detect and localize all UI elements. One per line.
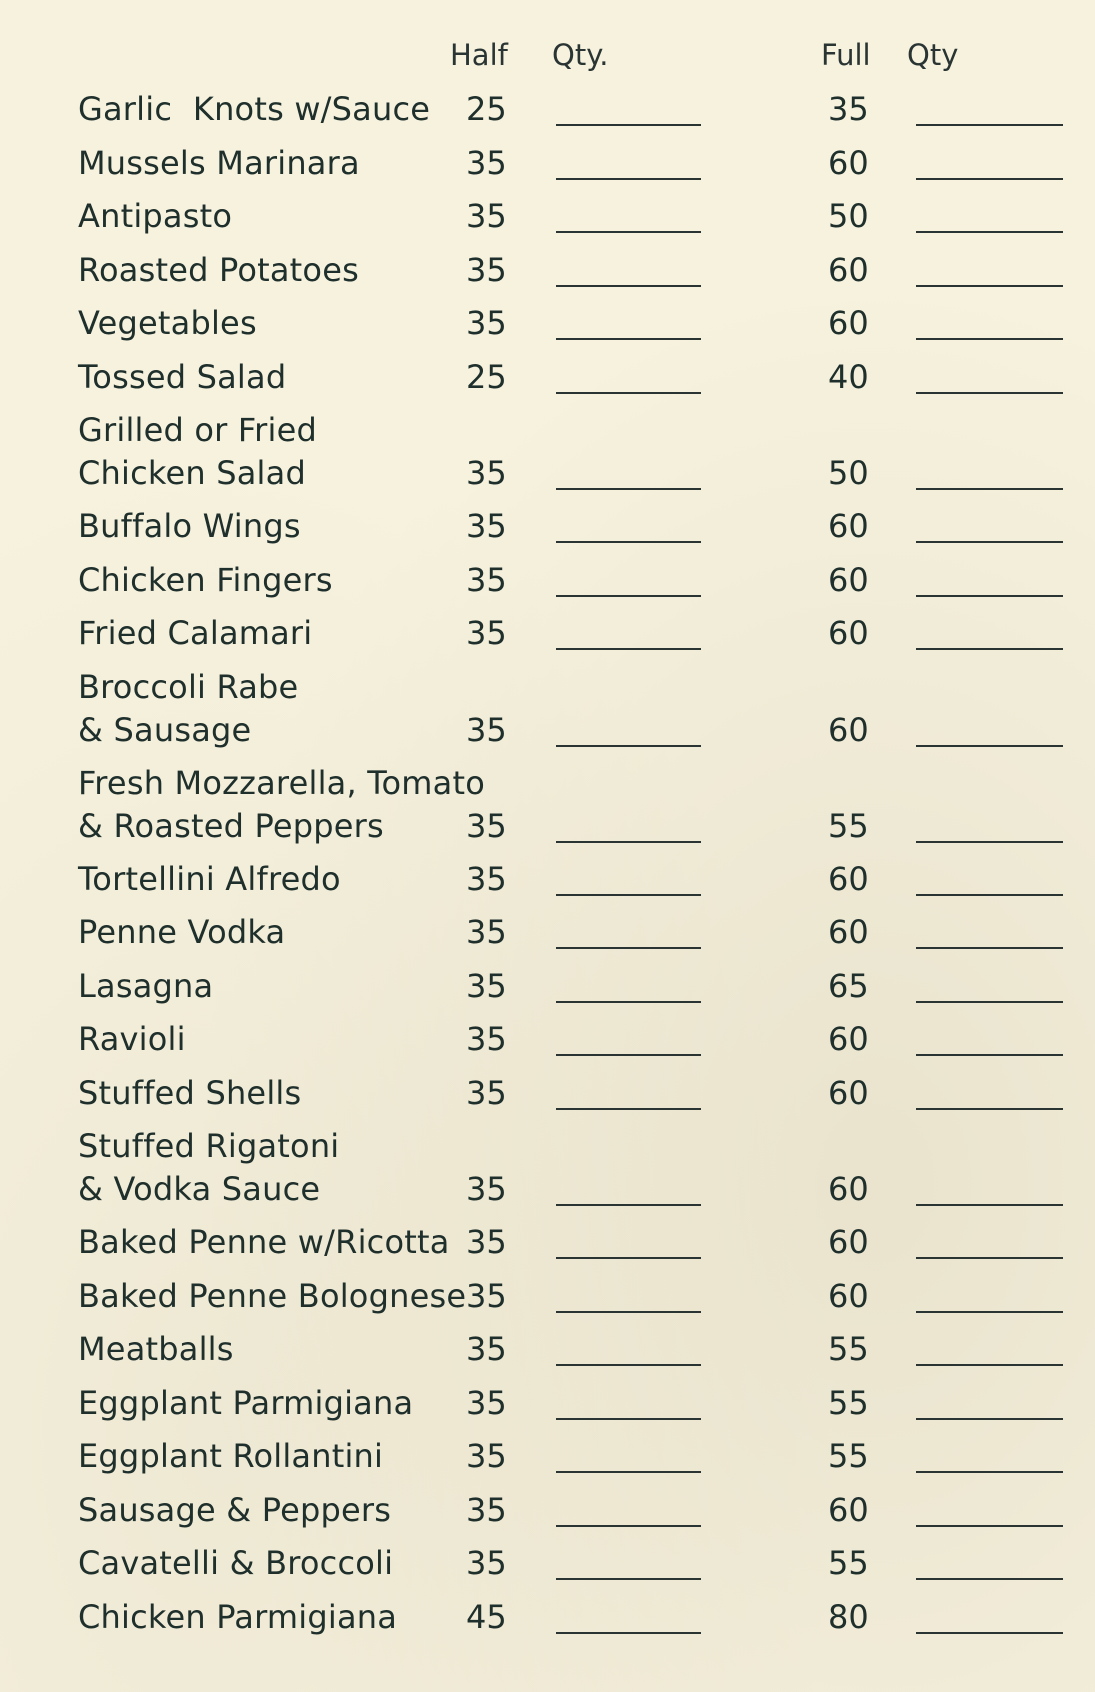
menu-item-name: Tossed Salad	[78, 357, 287, 396]
half-price: 35	[466, 560, 507, 599]
full-price: 55	[828, 1437, 869, 1475]
full-qty-blank[interactable]	[916, 745, 1063, 747]
half-price: 35	[466, 1544, 507, 1582]
menu-item-name: Eggplant Rollantini	[78, 1437, 384, 1475]
half-qty-blank[interactable]	[556, 1108, 701, 1110]
full-price: 60	[828, 1073, 869, 1112]
full-qty-blank[interactable]	[916, 392, 1063, 394]
menu-item-name: Fresh Mozzarella, Tomato & Roasted Peppers	[78, 763, 486, 845]
full-qty-blank[interactable]	[916, 1471, 1063, 1473]
menu-item-name: Sausage & Peppers	[78, 1490, 392, 1529]
half-qty-blank[interactable]	[556, 1001, 701, 1003]
full-qty-blank[interactable]	[916, 595, 1063, 597]
full-qty-blank[interactable]	[916, 231, 1063, 233]
half-price: 35	[466, 1073, 507, 1112]
half-price: 25	[466, 357, 507, 396]
full-price: 65	[828, 966, 869, 1005]
full-price: 60	[828, 1223, 869, 1261]
menu-item-name: Meatballs	[78, 1330, 234, 1368]
full-price: 55	[828, 1330, 869, 1368]
half-qty-blank[interactable]	[556, 595, 701, 597]
half-qty-blank[interactable]	[556, 1204, 701, 1206]
full-price: 60	[828, 1490, 869, 1529]
header-qty-full: Qty	[907, 38, 959, 72]
half-qty-blank[interactable]	[556, 947, 701, 949]
full-price: 60	[828, 250, 869, 289]
half-qty-blank[interactable]	[556, 1471, 701, 1473]
menu-item-name: Stuffed Shells	[78, 1073, 302, 1112]
full-price: 55	[828, 1544, 869, 1582]
full-qty-blank[interactable]	[916, 1257, 1063, 1259]
header-qty-half: Qty.	[552, 38, 609, 72]
half-qty-blank[interactable]	[556, 1418, 701, 1420]
menu-item-name: Fried Calamari	[78, 614, 313, 652]
half-qty-blank[interactable]	[556, 745, 701, 747]
menu-item-name: Vegetables	[78, 304, 257, 342]
full-price: 60	[828, 304, 869, 342]
half-qty-blank[interactable]	[556, 648, 701, 650]
full-price: 60	[828, 913, 869, 951]
menu-item-name: Lasagna	[78, 966, 214, 1005]
half-qty-blank[interactable]	[556, 124, 701, 126]
half-qty-blank[interactable]	[556, 392, 701, 394]
half-qty-blank[interactable]	[556, 231, 701, 233]
menu-item-name: Broccoli Rabe & Sausage	[78, 667, 299, 749]
full-price: 60	[828, 1170, 869, 1208]
half-price: 35	[466, 1170, 507, 1208]
half-price: 35	[466, 250, 507, 289]
half-qty-blank[interactable]	[556, 1578, 701, 1580]
half-price: 35	[466, 710, 507, 749]
full-qty-blank[interactable]	[916, 1632, 1063, 1634]
menu-item-name: Grilled or Fried Chicken Salad	[78, 411, 318, 492]
half-price: 35	[466, 913, 507, 951]
full-qty-blank[interactable]	[916, 1311, 1063, 1313]
menu-item-name: Ravioli	[78, 1020, 186, 1058]
half-price: 35	[466, 1383, 507, 1422]
menu-item-name: Roasted Potatoes	[78, 250, 359, 289]
menu-item-name: Baked Penne w/Ricotta	[78, 1223, 450, 1261]
half-qty-blank[interactable]	[556, 1311, 701, 1313]
half-qty-blank[interactable]	[556, 178, 701, 180]
full-qty-blank[interactable]	[916, 648, 1063, 650]
half-qty-blank[interactable]	[556, 841, 701, 843]
full-price: 60	[828, 507, 869, 545]
full-price: 35	[828, 90, 869, 128]
full-price: 60	[828, 143, 869, 182]
half-price: 25	[466, 90, 507, 128]
full-price: 80	[828, 1597, 869, 1636]
half-price: 35	[466, 1276, 507, 1315]
half-qty-blank[interactable]	[556, 1364, 701, 1366]
menu-item-name: Cavatelli & Broccoli	[78, 1544, 394, 1582]
half-price: 45	[466, 1597, 507, 1636]
half-price: 35	[466, 304, 507, 342]
menu-item-name: Antipasto	[78, 197, 233, 235]
half-qty-blank[interactable]	[556, 488, 701, 490]
menu-item-name: Chicken Fingers	[78, 560, 333, 599]
full-qty-blank[interactable]	[916, 894, 1063, 896]
full-price: 55	[828, 806, 869, 845]
full-qty-blank[interactable]	[916, 1578, 1063, 1580]
half-qty-blank[interactable]	[556, 541, 701, 543]
half-qty-blank[interactable]	[556, 1054, 701, 1056]
header-full: Full	[821, 38, 871, 72]
full-qty-blank[interactable]	[916, 1204, 1063, 1206]
half-price: 35	[466, 966, 507, 1005]
full-price: 50	[828, 197, 869, 235]
full-qty-blank[interactable]	[916, 285, 1063, 287]
full-price: 60	[828, 560, 869, 599]
half-qty-blank[interactable]	[556, 338, 701, 340]
full-qty-blank[interactable]	[916, 841, 1063, 843]
half-price: 35	[466, 1490, 507, 1529]
menu-item-name: Chicken Parmigiana	[78, 1597, 398, 1636]
full-qty-blank[interactable]	[916, 1054, 1063, 1056]
menu-item-name: Buffalo Wings	[78, 507, 301, 545]
half-price: 35	[466, 1437, 507, 1475]
menu-item-name: Tortellini Alfredo	[78, 859, 341, 898]
half-price: 35	[466, 859, 507, 898]
half-price: 35	[466, 454, 507, 492]
half-qty-blank[interactable]	[556, 1257, 701, 1259]
menu-item-name: Eggplant Parmigiana	[78, 1383, 414, 1422]
full-qty-blank[interactable]	[916, 1418, 1063, 1420]
half-qty-blank[interactable]	[556, 1525, 701, 1527]
full-price: 60	[828, 710, 869, 749]
half-price: 35	[466, 806, 507, 845]
menu-item-name: Garlic Knots w/Sauce	[78, 90, 431, 128]
full-price: 50	[828, 454, 869, 492]
half-qty-blank[interactable]	[556, 1632, 701, 1634]
full-qty-blank[interactable]	[916, 488, 1063, 490]
full-qty-blank[interactable]	[916, 947, 1063, 949]
full-qty-blank[interactable]	[916, 1108, 1063, 1110]
full-price: 60	[828, 1276, 869, 1315]
half-qty-blank[interactable]	[556, 285, 701, 287]
half-price: 35	[466, 614, 507, 652]
full-qty-blank[interactable]	[916, 338, 1063, 340]
menu-item-name: Baked Penne Bolognese	[78, 1276, 467, 1315]
full-price: 60	[828, 859, 869, 898]
full-qty-blank[interactable]	[916, 1364, 1063, 1366]
half-price: 35	[466, 1330, 507, 1368]
full-qty-blank[interactable]	[916, 178, 1063, 180]
half-price: 35	[466, 1223, 507, 1261]
menu-item-name: Penne Vodka	[78, 913, 286, 951]
half-qty-blank[interactable]	[556, 894, 701, 896]
half-price: 35	[466, 197, 507, 235]
full-price: 40	[828, 357, 869, 396]
full-qty-blank[interactable]	[916, 1001, 1063, 1003]
full-qty-blank[interactable]	[916, 124, 1063, 126]
half-price: 35	[466, 143, 507, 182]
full-price: 55	[828, 1383, 869, 1422]
half-price: 35	[466, 1020, 507, 1058]
full-qty-blank[interactable]	[916, 1525, 1063, 1527]
half-price: 35	[466, 507, 507, 545]
menu-item-name: Stuffed Rigatoni & Vodka Sauce	[78, 1127, 340, 1208]
full-price: 60	[828, 614, 869, 652]
header-half: Half	[450, 38, 508, 72]
menu-item-name: Mussels Marinara	[78, 143, 360, 182]
full-qty-blank[interactable]	[916, 541, 1063, 543]
full-price: 60	[828, 1020, 869, 1058]
